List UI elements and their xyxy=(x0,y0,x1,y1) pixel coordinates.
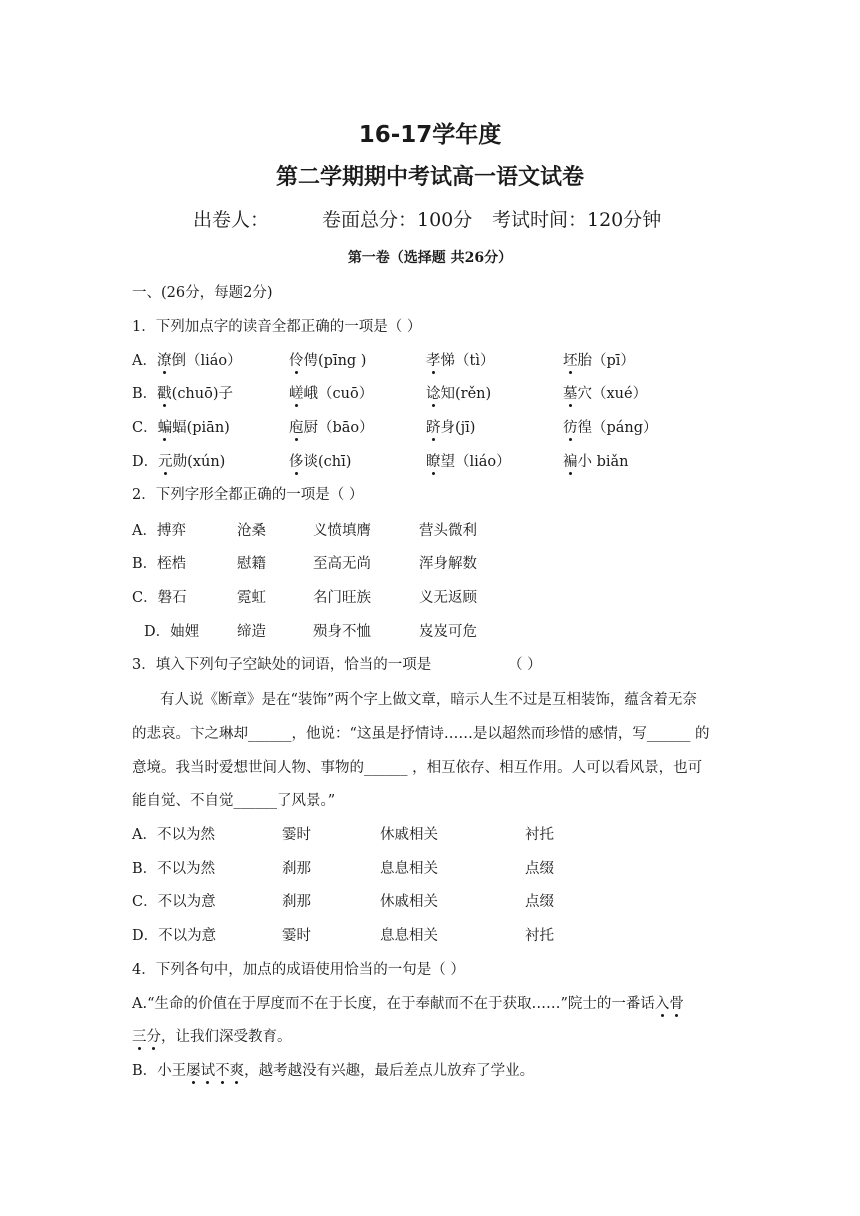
q2-option-b-item-4: 浑身解数 xyxy=(419,556,477,572)
q3-option-c-item-1: C．不以为意 xyxy=(132,894,216,910)
q2-option-b-item-1: B．桎梏 xyxy=(132,556,187,572)
q2-option-d-item-4: 岌岌可危 xyxy=(419,624,477,640)
q1-option-a-item-4: 坯胎（pī） xyxy=(563,353,635,369)
exam-time: 考试时间：120分钟 xyxy=(492,209,662,231)
q2-option-d-item-3: 殒身不恤 xyxy=(313,624,371,640)
q2-option-b-item-2: 慰籍 xyxy=(237,556,266,572)
q3-option-d-item-4: 衬托 xyxy=(525,928,554,944)
part1-heading: 一、(26分，每题2分) xyxy=(132,285,273,301)
q4-option-a-tail: ，让我们深受教育。 xyxy=(161,1029,292,1045)
total-score: 卷面总分：100分 xyxy=(322,209,473,231)
q3-option-a-item-1: A．不以为然 xyxy=(132,827,215,843)
q2-option-c-item-4: 义无返顾 xyxy=(419,590,477,606)
q1-option-d-item-1: D．元勋(xún) xyxy=(132,454,226,470)
q4-option-a-line1 xyxy=(132,992,684,1013)
q2-stem: 2．下列字形全都正确的一项是（ ） xyxy=(132,487,364,503)
q3-option-d-item-3: 息息相关 xyxy=(380,928,438,944)
q2-option-d-item-1: D．妯娌 xyxy=(144,624,200,640)
q1-option-c-item-4: 彷徨（páng） xyxy=(563,420,658,436)
q3-option-d-item-1: D．不以为意 xyxy=(132,928,217,944)
q4-option-b-head: B．小王 xyxy=(132,1063,187,1079)
q3-option-b-item-4: 点缀 xyxy=(525,861,554,877)
q2-option-a-item-1: A．搏弈 xyxy=(132,523,186,539)
q3-passage-line3: 意境。我当时爱想世间人物、事物的______ ，相互依存、相互作用。人可以看风景，也可 xyxy=(132,760,703,776)
title-exam: 第二学期期中考试高一语文试卷 xyxy=(275,165,584,190)
q3-option-a-item-4: 衬托 xyxy=(525,827,554,843)
q1-option-c-item-3: 跻身(jī) xyxy=(426,420,476,436)
q1-option-a-item-1: A．潦倒（liáo） xyxy=(132,353,242,369)
q4-option-a-idiom-part2: 三分 xyxy=(132,1029,161,1045)
q4-stem: 4．下列各句中，加点的成语使用恰当的一句是（ ） xyxy=(132,962,465,978)
q1-option-a-item-2: 伶俜(pīng ) xyxy=(289,353,367,369)
q1-option-b-item-3: 谂知(rěn) xyxy=(426,386,492,402)
q2-option-c-item-2: 霓虹 xyxy=(237,590,266,606)
q2-option-c-item-3: 名门旺族 xyxy=(313,590,371,606)
q3-answer-paren: （ ） xyxy=(508,657,542,673)
q1-stem: 1．下列加点字的读音全都正确的一项是（ ） xyxy=(132,319,422,335)
q1-option-a-item-3: 孝悌（tì） xyxy=(426,353,495,369)
q3-option-b-item-2: 刹那 xyxy=(282,861,311,877)
q1-option-d-item-4: 褊小 biǎn xyxy=(563,454,629,470)
q3-option-a-item-2: 霎时 xyxy=(282,827,311,843)
q2-option-a-item-2: 沧桑 xyxy=(237,523,266,539)
q1-option-c-item-2: 庖厨（bāo） xyxy=(289,420,374,436)
q3-option-c-item-2: 刹那 xyxy=(282,894,311,910)
section-title: 第一卷（选择题 共26分） xyxy=(347,250,513,266)
q3-option-b-item-1: B．不以为然 xyxy=(132,861,216,877)
q4-option-b-idiom: 屡试不爽 xyxy=(186,1063,245,1079)
q3-option-d-item-2: 霎时 xyxy=(282,928,311,944)
q2-option-a-item-4: 营头微利 xyxy=(419,523,477,539)
q2-option-d-item-2: 缔造 xyxy=(237,624,266,640)
q3-option-c-item-3: 休戚相关 xyxy=(380,894,438,910)
q1-option-d-item-2: 侈谈(chī) xyxy=(289,454,352,470)
title-school-year: 16-17学年度 xyxy=(358,122,502,148)
q3-passage-line4: 能自觉、不自觉______了风景。” xyxy=(132,793,336,809)
q2-option-a-item-3: 义愤填膺 xyxy=(313,523,371,539)
q4-option-a-text: A.“生命的价值在于厚度而不在于长度，在于奉献而不在于获取……”院士的一番话 xyxy=(132,996,655,1012)
q1-option-c-item-1: C．蝙蝠(piān) xyxy=(132,420,230,436)
q1-option-b-item-2: 嵯峨（cuō） xyxy=(289,386,374,402)
q1-option-b-item-4: 墓穴（xué） xyxy=(563,386,648,402)
q3-stem: 3．填入下列句子空缺处的词语，恰当的一项是 xyxy=(132,657,432,673)
q4-option-a-line2 xyxy=(132,1025,292,1046)
q3-option-c-item-4: 点缀 xyxy=(525,894,554,910)
q1-option-d-item-3: 瞭望（liáo） xyxy=(426,454,511,470)
q3-option-b-item-3: 息息相关 xyxy=(380,861,438,877)
q4-option-b-tail: ，越考越没有兴趣，最后差点儿放弃了学业。 xyxy=(244,1063,535,1079)
q3-passage-line1: 有人说《断章》是在“装饰”两个字上做文章，暗示人生不过是互相装饰，蕴含着无奈 xyxy=(160,692,697,708)
q4-option-a-idiom-part1: 入骨 xyxy=(654,996,684,1012)
q3-option-a-item-3: 休戚相关 xyxy=(380,827,438,843)
q2-option-b-item-3: 至高无尚 xyxy=(313,556,371,572)
author-label: 出卷人： xyxy=(193,209,270,231)
q4-option-b xyxy=(132,1059,534,1080)
q2-option-c-item-1: C．磐石 xyxy=(132,590,187,606)
q3-passage-line2: 的悲哀。卞之琳却______，他说：“这虽是抒情诗……是以超然而珍惜的感情，写______ 的 xyxy=(132,726,710,742)
q1-option-b-item-1: B．戳(chuō)子 xyxy=(132,386,233,402)
